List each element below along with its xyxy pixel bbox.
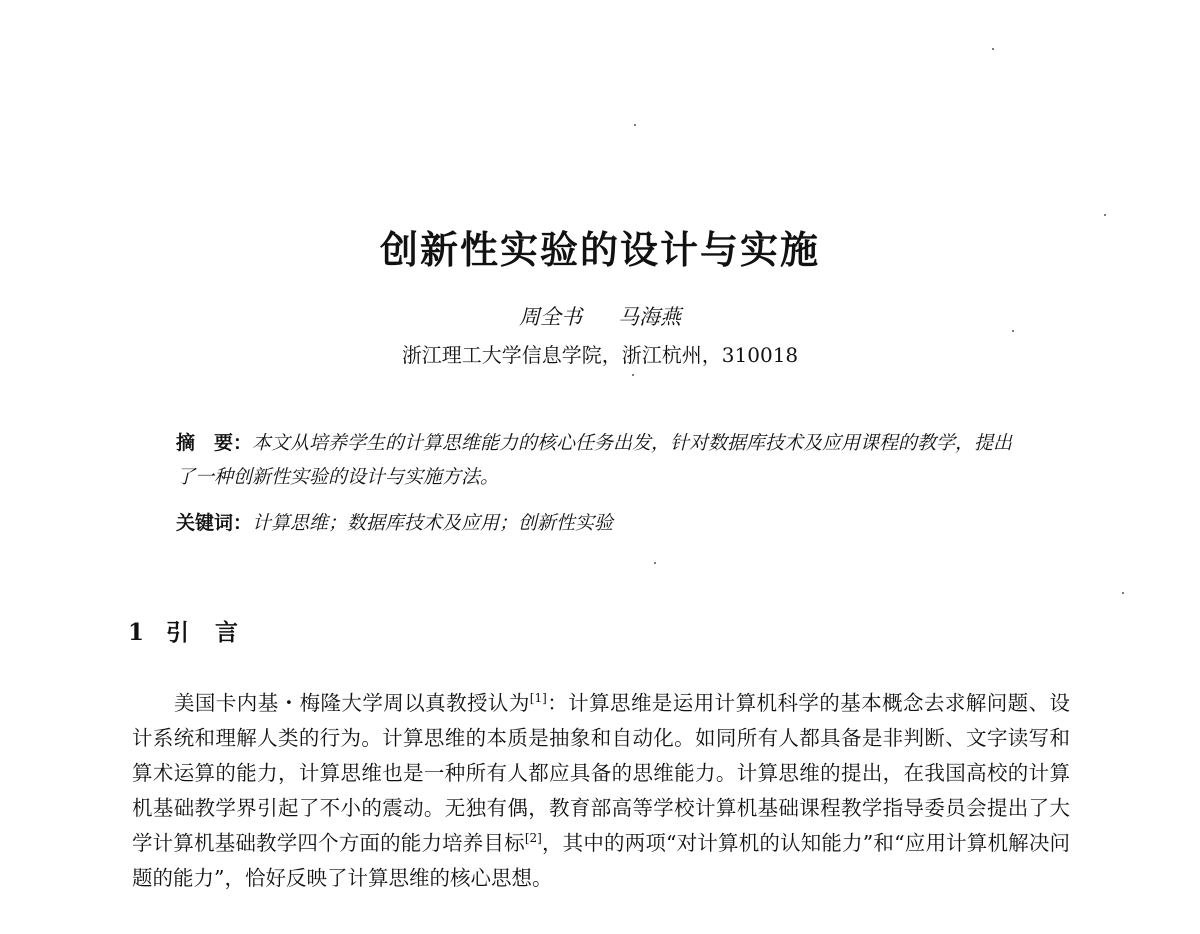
section-number: 1 — [128, 619, 145, 646]
section-heading — [128, 616, 238, 650]
author-name: 周全书 — [519, 305, 582, 329]
body-text-segment: ：计算思维是运用计算机科学的基本概念去求解问题、设计系统和理解人类的行为。计算思维的本质是抽象和自动化。如同所有人都具备是非判断、文字读写和算术运算的能力，计算思维也是一种所有人都应具备的思维能力。计算思维的提出，在我国高校的计算机基础教学界引起了不小的震动。无独有偶，教育部高等学校计算机基础课程教学指导委员会提出了大学计算机基础教学四个方面的能力培养目标 — [132, 691, 1070, 855]
author-name: 马海燕 — [618, 305, 681, 329]
scan-speck — [1104, 214, 1106, 216]
section-title-part: 言 — [215, 619, 239, 646]
citation-ref: [1] — [529, 691, 547, 705]
body-text-segment: ，其中的两项“对计算机的认知能力”和“应用计算机解决问题的能力”，恰好反映了计算思维的核心思想。 — [132, 831, 1070, 890]
keywords — [176, 506, 1026, 540]
abstract — [176, 426, 1026, 494]
abstract-label: 摘 要： — [176, 432, 253, 454]
section-title-part: 引 — [166, 619, 190, 646]
body-paragraph — [132, 686, 1070, 934]
scan-speck — [992, 48, 994, 50]
scan-speck — [1122, 592, 1124, 594]
citation-ref: [2] — [524, 831, 542, 845]
keywords-label: 关键词： — [176, 512, 253, 534]
author-list — [0, 302, 1200, 332]
abstract-text: 本文从培养学生的计算思维能力的核心任务出发，针对数据库技术及应用课程的教学，提出了一种创新性实验的设计与实施方法。 — [176, 432, 1013, 488]
paper-title: 创新性实验的设计与实施 — [379, 227, 820, 272]
affiliation: 浙江理工大学信息学院，浙江杭州，310018 — [401, 343, 799, 367]
body-text-segment: 美国卡内基・梅隆大学周以真教授认为 — [174, 691, 530, 715]
scan-speck — [654, 562, 656, 564]
scan-speck — [1012, 330, 1014, 332]
scan-speck — [634, 124, 636, 126]
scan-speck — [632, 374, 634, 376]
keywords-text: 计算思维；数据库技术及应用；创新性实验 — [252, 512, 614, 534]
